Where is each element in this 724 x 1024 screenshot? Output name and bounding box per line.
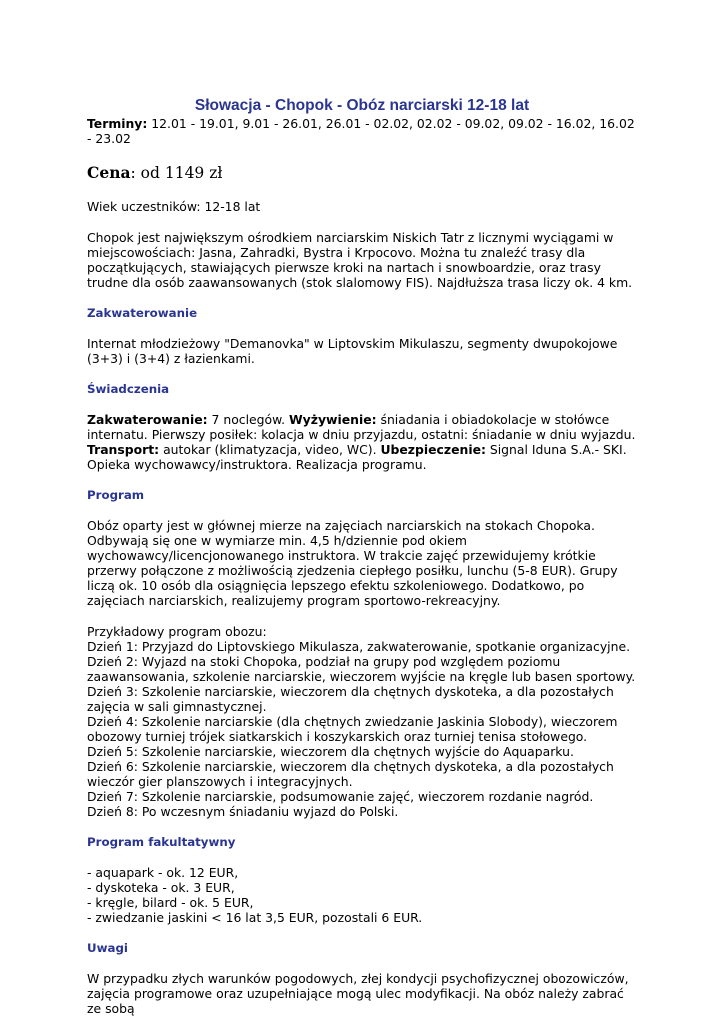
list-item: - dyskoteka - ok. 3 EUR, xyxy=(87,880,235,895)
zakwaterowanie-label: Zakwaterowanie: xyxy=(87,412,208,427)
price-label: Cena xyxy=(87,163,131,182)
ubezpieczenie-label: Ubezpieczenie: xyxy=(380,442,486,457)
section-heading-uwagi: Uwagi xyxy=(87,941,128,955)
terminy-label: Terminy: xyxy=(87,116,148,131)
price-line xyxy=(87,164,637,182)
uwagi-paragraph: W przypadku złych warunków pogodowych, złej kondycji psychofizycznej obozowiczów, zajęcia programowe oraz uzupełniające mogą ulec modyfikacji. Na obóz należy zabrać ze sobą xyxy=(87,971,629,1016)
wyzywienie-text: śniadania i obiadokolacje w stołówce internatu. Pierwszy posiłek: kolacja w dniu przyjazdu, ostatni: śniadanie w dniu wyjazdu. xyxy=(87,412,636,442)
program-paragraph: Obóz oparty jest w głównej mierze na zajęciach narciarskich na stokach Chopoka. Odbywają się one w wymiarze min. 4,5 h/dziennie pod okiem wychowawcy/licencjonowanego instruktora. W trakcie zajęć przewidujemy krótkie przerwy połączone z możliwością zjedzenia ciepłego posiłku, lunchu (5-8 EUR). Grupy liczą ok. 10 osób dla osiągnięcia lepszego efektu szkoleniowego. Dodatkowo, po zajęciach narciarskich, realizujemy program sportowo-rekreacyjny. xyxy=(87,518,618,608)
program-days xyxy=(87,624,637,819)
section-heading-program: Program xyxy=(87,488,145,502)
terminy-value: 12.01 - 19.01, 9.01 - 26.01, 26.01 - 02.02, 02.02 - 09.02, 09.02 - 16.02, 16.02 - 23.02 xyxy=(87,116,635,146)
section-heading-swiadczenia: Świadczenia xyxy=(87,382,170,396)
wyzywienie-label: Wyżywienie: xyxy=(289,412,377,427)
program-day: Dzień 4: Szkolenie narciarskie (dla chętnych zwiedzanie Jaskinia Slobody), wieczorem obozowy turniej trójek siatkarskich i koszykarskich oraz turniej tenisa stołowego. xyxy=(87,714,618,744)
ubezpieczenie-text: Signal Iduna S.A.- SKI. Opieka wychowawcy/instruktora. Realizacja programu. xyxy=(87,442,627,472)
list-item: - aquapark - ok. 12 EUR, xyxy=(87,865,239,880)
price-value: : od 1149 zł xyxy=(130,164,223,182)
program-day: Dzień 5: Szkolenie narciarskie, wieczorem dla chętnych wyjście do Aquaparku. xyxy=(87,744,574,759)
program-day: Dzień 3: Szkolenie narciarskie, wieczorem dla chętnych dyskoteka, a dla pozostałych zajęcia w sali gimnastycznej. xyxy=(87,684,614,714)
transport-text: autokar (klimatyzacja, video, WC). xyxy=(159,442,381,457)
program-day: Dzień 8: Po wczesnym śniadaniu wyjazd do Polski. xyxy=(87,804,399,819)
section-heading-zakwaterowanie: Zakwaterowanie xyxy=(87,306,198,320)
list-item: - kręgle, bilard - ok. 5 EUR, xyxy=(87,895,254,910)
list-item: - zwiedzanie jaskini < 16 lat 3,5 EUR, pozostali 6 EUR. xyxy=(87,910,423,925)
example-program-label: Przykładowy program obozu: xyxy=(87,624,267,639)
document-page xyxy=(87,97,637,1016)
zakwaterowanie-text: 7 noclegów. xyxy=(207,412,289,427)
transport-label: Transport: xyxy=(87,442,160,457)
program-day: Dzień 7: Szkolenie narciarskie, podsumowanie zajęć, wieczorem rozdanie nagród. xyxy=(87,789,594,804)
terminy-line xyxy=(87,116,637,146)
section-heading-fakultatywny: Program fakultatywny xyxy=(87,835,236,849)
age-line: Wiek uczestników: 12-18 lat xyxy=(87,199,261,214)
page-title: Słowacja - Chopok - Obóz narciarski 12-18 lat xyxy=(194,97,530,114)
program-day: Dzień 2: Wyjazd na stoki Chopoka, podział na grupy pod względem poziomu zaawansowania, szkolenie narciarskie, wieczorem wyjście na kręgle lub basen sportowy. xyxy=(87,654,636,684)
swiadczenia-paragraph xyxy=(87,412,637,472)
fakultatywny-list xyxy=(87,865,637,925)
intro-paragraph: Chopok jest największym ośrodkiem narciarskim Niskich Tatr z licznymi wyciągami w miejscowościach: Jasna, Zahradki, Bystra i Krpocovo. Można tu znaleźć trasy dla początkujących, stawiających pierwsze kroki na nartach i snowboardzie, oraz trasy trudne dla osób zaawansowanych (stok slalomowy FIS). Najdłuższa trasa liczy ok. 4 km. xyxy=(87,230,633,290)
program-day: Dzień 6: Szkolenie narciarskie, wieczorem dla chętnych dyskoteka, a dla pozostałych wieczór gier planszowych i integracyjnych. xyxy=(87,759,614,789)
zakwaterowanie-paragraph: Internat młodzieżowy "Demanovka" w Liptovskim Mikulaszu, segmenty dwupokojowe (3+3) i (3+4) z łazienkami. xyxy=(87,336,618,366)
program-day: Dzień 1: Przyjazd do Liptovskiego Mikulasza, zakwaterowanie, spotkanie organizacyjne. xyxy=(87,639,631,654)
